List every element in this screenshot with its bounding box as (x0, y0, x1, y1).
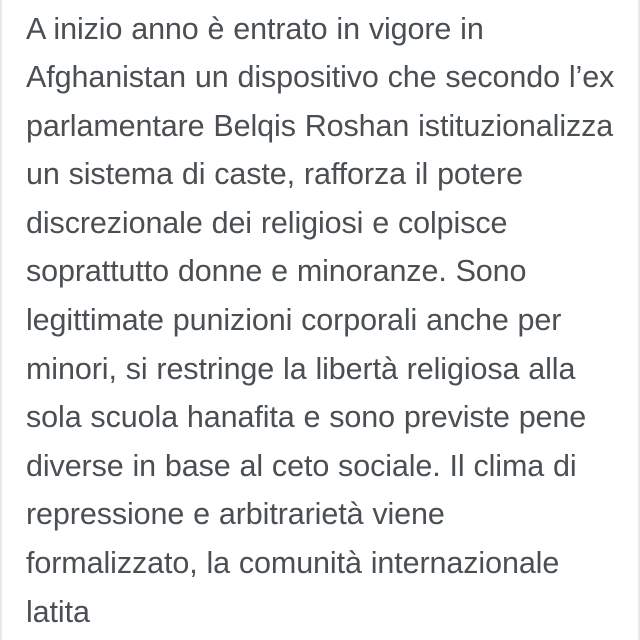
article-body-text: A inizio anno è entrato in vigore in Afghanistan un dispositivo che secondo l’ex parlamentare Belqis Roshan istituzionalizza un sistema di caste, rafforza il potere discrezionale dei religiosi e colpisce soprattutto donne e minoranze. Sono legittimate punizioni corporali anche per minori, si restringe la libertà religiosa alla sola scuola hanafita e sono previste pene diverse in base al ceto sociale. Il clima di repressione e arbitrarietà viene formalizzato, la comunità internazionale latita (26, 11, 624, 629)
left-edge-divider (0, 0, 2, 640)
